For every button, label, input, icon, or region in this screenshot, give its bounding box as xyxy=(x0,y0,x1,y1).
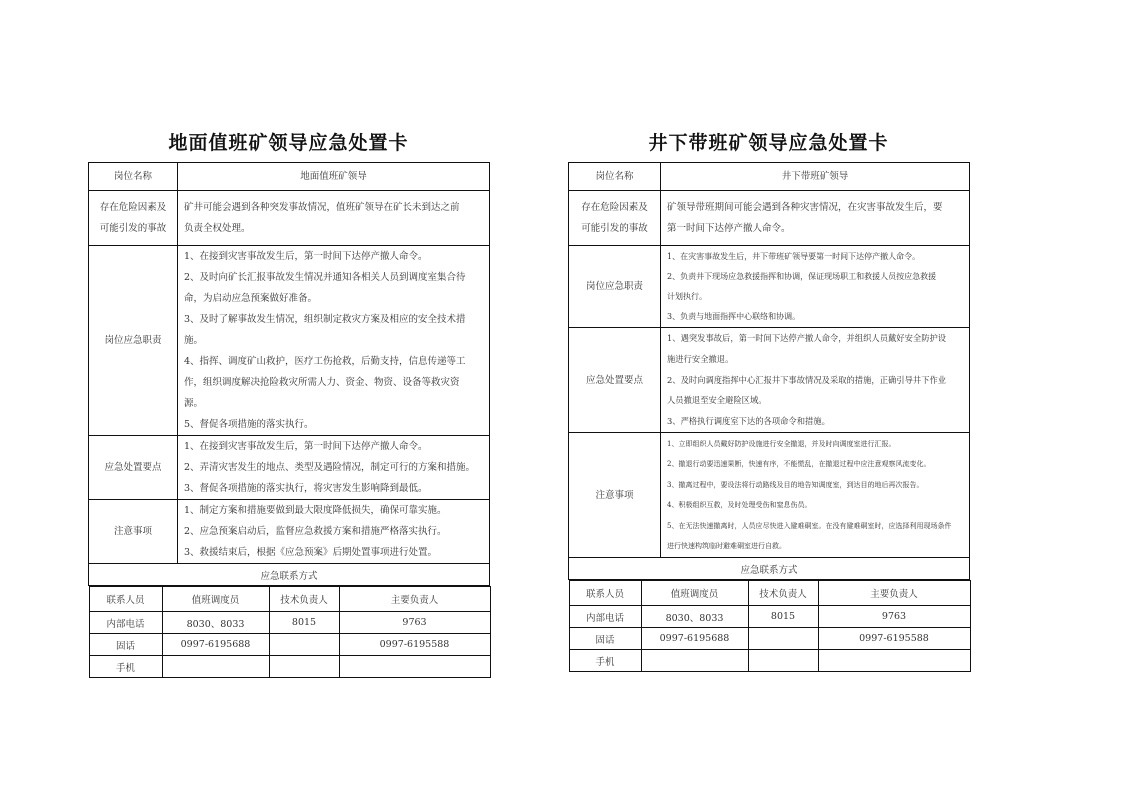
contacts-cell xyxy=(339,656,490,678)
position-label: 岗位名称 xyxy=(89,163,178,191)
row-notes xyxy=(89,500,490,564)
disposal-label: 应急处置要点 xyxy=(89,436,178,500)
contacts-row xyxy=(569,606,970,628)
contacts-cell: 0997-6195688 xyxy=(162,634,269,656)
text-line: 2、撤退行动要迅速果断，快速有序，不能慌乱，在撤退过程中应注意观察风流变化。 xyxy=(667,460,931,468)
duties-label: 岗位应急职责 xyxy=(89,246,178,436)
contacts-cell: 固话 xyxy=(89,634,162,656)
contacts-cell: 9763 xyxy=(818,606,970,628)
text-line: 2、负责井下现场应急救援指挥和协调，保证现场职工和救援人员按应急救援 xyxy=(667,271,937,281)
text-line: 3、撤离过程中，要设法将行动路线及目的地告知调度室，到达目的地后再次报告。 xyxy=(667,480,924,489)
row-hazards xyxy=(89,191,490,246)
text-line: 2、及时向调度指挥中心汇报井下事故情况及采取的措施，正确引导井下作业 xyxy=(667,374,947,385)
card-title: 地面值班矿领导应急处置卡 xyxy=(168,132,409,154)
text-line: 1、制定方案和措施要做到最大限度降低损失，确保可靠实施。 xyxy=(184,505,447,516)
contacts-cell xyxy=(641,650,748,672)
duties-value xyxy=(178,246,490,436)
disposal-value xyxy=(178,436,490,500)
hazards-label xyxy=(89,191,178,246)
contacts-cell: 0997-6195588 xyxy=(818,628,970,650)
row-position xyxy=(89,163,490,191)
contacts-cell xyxy=(269,656,339,678)
label-line: 可能引发的事故 xyxy=(99,223,167,234)
contacts-row xyxy=(89,612,490,634)
text-line: 3、救援结束后，根据《应急预案》后期处置事项进行处置。 xyxy=(184,547,438,558)
row-contacts-title xyxy=(89,564,490,586)
row-notes xyxy=(569,433,970,558)
text-line: 矿领导带班期间可能会遇到各种灾害情况，在灾害事故发生后，要 xyxy=(667,202,943,213)
text-line: 2、及时向矿长汇报事故发生情况并通知各相关人员到调度室集合待 xyxy=(184,272,466,283)
card-title: 井下带班矿领导应急处置卡 xyxy=(648,132,889,154)
text-line: 1、在接到灾害事故发生后，第一时间下达停产撤人命令。 xyxy=(184,441,428,452)
duties-value xyxy=(661,246,970,328)
text-line: 进行快速构筑临时避难硐室进行自救。 xyxy=(667,542,786,550)
contacts-row xyxy=(89,634,490,656)
position-value: 地面值班矿领导 xyxy=(178,163,490,191)
row-hazards xyxy=(569,191,970,246)
disposal-value xyxy=(661,328,970,433)
contacts-row xyxy=(569,650,970,672)
contacts-header-cell: 值班调度员 xyxy=(162,587,269,612)
text-line: 第一时间下达停产撤人命令。 xyxy=(667,223,791,234)
text-line: 4、积极组织互救，及时处理受伤和窒息伤员。 xyxy=(667,501,812,509)
contacts-cell xyxy=(818,650,970,672)
contacts-header-cell: 技术负责人 xyxy=(269,587,339,612)
text-line: 施进行安全撤退。 xyxy=(667,353,734,364)
row-disposal xyxy=(569,328,970,433)
text-line: 3、严格执行调度室下达的各项命令和措施。 xyxy=(667,416,830,427)
contacts-row xyxy=(89,656,490,678)
row-duties xyxy=(569,246,970,328)
text-line: 3、督促各项措施的落实执行，将灾害发生影响降到最低。 xyxy=(184,483,428,494)
contacts-cell: 8015 xyxy=(748,606,818,628)
row-duties xyxy=(89,246,490,436)
contacts-cell: 手机 xyxy=(569,650,641,672)
text-line: 作，组织调度解决抢险救灾所需人力、资金、物资、设备等救灾资 xyxy=(184,377,460,388)
row-contacts xyxy=(89,586,490,679)
notes-value xyxy=(661,433,970,558)
row-disposal xyxy=(89,436,490,500)
text-line: 1、在接到灾害事故发生后，第一时间下达停产撤人命令。 xyxy=(184,251,428,262)
contacts-cell: 内部电话 xyxy=(89,612,162,634)
text-line: 命，为启动应急预案做好准备。 xyxy=(184,293,318,304)
contacts-cell: 0997-6195588 xyxy=(339,634,490,656)
contacts-title: 应急联系方式 xyxy=(569,558,970,580)
hazards-value xyxy=(661,191,970,246)
contacts-wrap xyxy=(89,586,490,679)
duties-label: 岗位应急职责 xyxy=(569,246,661,328)
contacts-table xyxy=(89,586,491,678)
disposal-label: 应急处置要点 xyxy=(569,328,661,433)
text-line: 2、弄清灾害发生的地点、类型及遇险情况，制定可行的方案和措施。 xyxy=(184,462,476,473)
contacts-header-cell: 值班调度员 xyxy=(641,581,748,606)
text-line: 5、督促各项措施的落实执行。 xyxy=(184,419,314,430)
text-line: 2、应急预案启动后，监督应急救援方案和措施严格落实执行。 xyxy=(184,526,447,537)
row-contacts xyxy=(569,580,970,673)
label-line: 可能引发的事故 xyxy=(581,223,648,234)
text-line: 1、在灾害事故发生后，井下带班矿领导要第一时间下达停产撤人命令。 xyxy=(667,251,921,261)
contacts-header xyxy=(89,587,490,612)
contacts-table xyxy=(569,580,971,672)
text-line: 5、在无法快速撤离时，人员应尽快进入避难硐室。在没有避难硐室时，应选择利用现场条件 xyxy=(667,521,952,530)
notes-value xyxy=(178,500,490,564)
contacts-cell xyxy=(162,656,269,678)
text-line: 3、负责与地面指挥中心联络和协调。 xyxy=(667,311,801,321)
text-line: 源。 xyxy=(184,398,204,409)
hazards-value xyxy=(178,191,490,246)
contacts-cell: 固话 xyxy=(569,628,641,650)
text-line: 4、指挥、调度矿山救护，医疗工伤抢救，后勤支持，信息传递等工 xyxy=(184,356,466,367)
contacts-cell: 8030、8033 xyxy=(162,612,269,634)
contacts-title: 应急联系方式 xyxy=(89,564,490,586)
text-line: 人员撤退至安全避险区域。 xyxy=(667,395,767,406)
label-line: 存在危险因素及 xyxy=(581,202,648,213)
position-label: 岗位名称 xyxy=(569,163,661,191)
contacts-header-cell: 技术负责人 xyxy=(748,581,818,606)
contacts-cell: 内部电话 xyxy=(569,606,641,628)
contacts-cell: 手机 xyxy=(89,656,162,678)
contacts-cell xyxy=(269,634,339,656)
contacts-cell xyxy=(748,628,818,650)
contacts-header-cell: 主要负责人 xyxy=(818,581,970,606)
notes-label: 注意事项 xyxy=(569,433,661,558)
text-line: 施。 xyxy=(184,335,204,346)
contacts-cell: 8015 xyxy=(269,612,339,634)
contacts-header-cell: 联系人员 xyxy=(569,581,641,606)
contacts-row xyxy=(569,628,970,650)
contacts-wrap xyxy=(569,580,970,673)
text-line: 1、遇突发事故后，第一时间下达停产撤人命令，并组织人员戴好安全防护设 xyxy=(667,333,947,343)
notes-label: 注意事项 xyxy=(89,500,178,564)
text-line: 计划执行。 xyxy=(667,291,707,301)
card-table xyxy=(88,162,490,678)
text-line: 负责全权处理。 xyxy=(184,223,251,234)
text-line: 3、及时了解事故发生情况，组织制定救灾方案及相应的安全技术措 xyxy=(184,314,466,325)
contacts-cell: 0997-6195688 xyxy=(641,628,748,650)
position-value: 井下带班矿领导 xyxy=(661,163,970,191)
contacts-cell xyxy=(748,650,818,672)
contacts-cell: 9763 xyxy=(339,612,490,634)
text-line: 1、立即组织人员戴好防护设施进行安全撤退，并及时向调度室进行汇报。 xyxy=(667,439,896,448)
row-contacts-title xyxy=(569,558,970,580)
contacts-header xyxy=(569,581,970,606)
hazards-label xyxy=(569,191,661,246)
contacts-cell: 8030、8033 xyxy=(641,606,748,628)
row-position xyxy=(569,163,970,191)
contacts-header-cell: 主要负责人 xyxy=(339,587,490,612)
label-line: 存在危险因素及 xyxy=(99,202,167,213)
text-line: 矿井可能会遇到各种突发事故情况，值班矿领导在矿长未到达之前 xyxy=(184,202,460,213)
contacts-header-cell: 联系人员 xyxy=(89,587,162,612)
card-table xyxy=(568,162,970,672)
